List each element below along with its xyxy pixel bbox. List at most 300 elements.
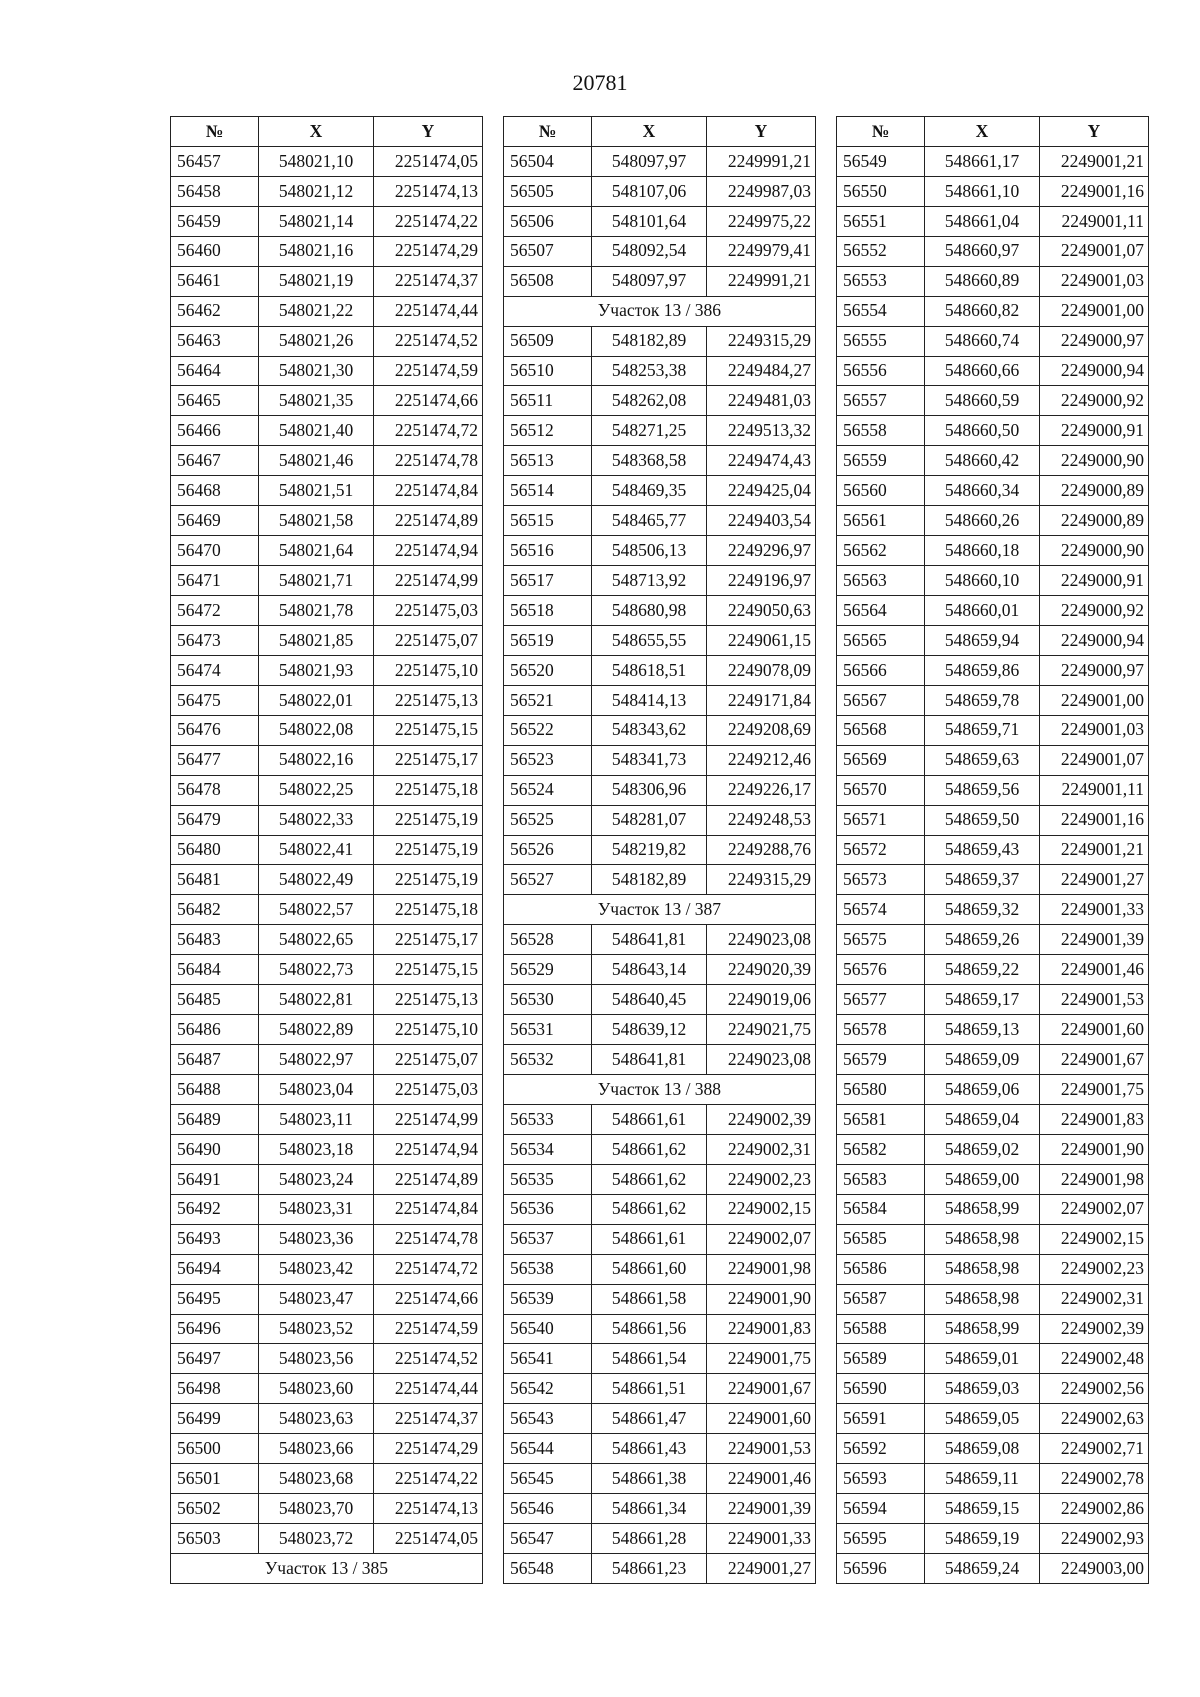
- y-cell: 2251474,72: [374, 1254, 483, 1284]
- x-cell: 548341,73: [592, 745, 707, 775]
- point-number-cell: 56586: [837, 1254, 925, 1284]
- y-cell: 2249296,97: [707, 536, 816, 566]
- x-cell: 548021,64: [259, 536, 374, 566]
- x-cell: 548097,97: [592, 266, 707, 296]
- x-cell: 548182,89: [592, 865, 707, 895]
- x-cell: 548659,50: [925, 805, 1040, 835]
- x-cell: 548219,82: [592, 835, 707, 865]
- point-number-cell: 56468: [171, 476, 259, 506]
- point-number-cell: 56474: [171, 655, 259, 685]
- x-cell: 548640,45: [592, 985, 707, 1015]
- table-row: [171, 805, 483, 835]
- point-number-cell: 56517: [504, 566, 592, 596]
- point-number-cell: 56525: [504, 805, 592, 835]
- x-cell: 548660,50: [925, 416, 1040, 446]
- point-number-cell: 56534: [504, 1134, 592, 1164]
- x-cell: 548643,14: [592, 955, 707, 985]
- y-cell: 2249000,92: [1040, 596, 1149, 626]
- table-row: [504, 1045, 816, 1075]
- table-row: [171, 1194, 483, 1224]
- x-cell: 548660,89: [925, 266, 1040, 296]
- table-row: [171, 685, 483, 715]
- y-cell: 2249226,17: [707, 775, 816, 805]
- point-number-cell: 56536: [504, 1194, 592, 1224]
- x-cell: 548271,25: [592, 416, 707, 446]
- y-cell: 2251475,07: [374, 1045, 483, 1075]
- point-number-cell: 56483: [171, 925, 259, 955]
- table-row: [837, 1374, 1149, 1404]
- point-number-cell: 56596: [837, 1554, 925, 1584]
- table-row: [504, 685, 816, 715]
- x-cell: 548022,33: [259, 805, 374, 835]
- point-number-cell: 56502: [171, 1494, 259, 1524]
- table-row: [504, 1404, 816, 1434]
- table-row: [837, 1284, 1149, 1314]
- y-cell: 2251474,22: [374, 1464, 483, 1494]
- x-cell: 548021,93: [259, 655, 374, 685]
- x-cell: 548253,38: [592, 356, 707, 386]
- y-cell: 2251474,52: [374, 1344, 483, 1374]
- x-cell: 548660,42: [925, 446, 1040, 476]
- y-cell: 2251474,99: [374, 566, 483, 596]
- y-cell: 2251475,10: [374, 1015, 483, 1045]
- point-number-cell: 56461: [171, 266, 259, 296]
- x-cell: 548659,22: [925, 955, 1040, 985]
- table-row: [504, 1554, 816, 1584]
- point-number-cell: 56593: [837, 1464, 925, 1494]
- point-number-cell: 56568: [837, 715, 925, 745]
- section-label: Участок 13 / 387: [504, 895, 816, 925]
- table-row: [171, 1254, 483, 1284]
- x-cell: 548021,58: [259, 506, 374, 536]
- point-number-cell: 56565: [837, 625, 925, 655]
- y-cell: 2249001,39: [707, 1494, 816, 1524]
- y-cell: 2249001,53: [707, 1434, 816, 1464]
- coordinates-table-3: [836, 116, 1149, 1584]
- y-cell: 2251475,19: [374, 835, 483, 865]
- y-cell: 2251474,78: [374, 446, 483, 476]
- point-number-cell: 56482: [171, 895, 259, 925]
- y-cell: 2251474,89: [374, 506, 483, 536]
- table-row: [837, 566, 1149, 596]
- point-number-cell: 56511: [504, 386, 592, 416]
- table-row: [837, 655, 1149, 685]
- point-number-cell: 56551: [837, 206, 925, 236]
- y-cell: 2249001,07: [1040, 236, 1149, 266]
- y-cell: 2249002,39: [707, 1104, 816, 1134]
- y-cell: 2251474,13: [374, 176, 483, 206]
- point-number-cell: 56557: [837, 386, 925, 416]
- y-cell: 2249001,60: [707, 1404, 816, 1434]
- table-row: [171, 775, 483, 805]
- y-cell: 2251475,13: [374, 685, 483, 715]
- table-row: [171, 1344, 483, 1374]
- x-cell: 548023,11: [259, 1104, 374, 1134]
- x-cell: 548023,63: [259, 1404, 374, 1434]
- point-number-cell: 56494: [171, 1254, 259, 1284]
- y-cell: 2249001,90: [1040, 1134, 1149, 1164]
- table-row: [171, 1314, 483, 1344]
- page-number: 20781: [572, 70, 628, 95]
- point-number-cell: 56514: [504, 476, 592, 506]
- section-row: [171, 1554, 483, 1584]
- point-number-cell: 56515: [504, 506, 592, 536]
- y-cell: 2249171,84: [707, 685, 816, 715]
- table-row: [171, 745, 483, 775]
- x-cell: 548659,71: [925, 715, 1040, 745]
- number-header: №: [171, 117, 259, 147]
- y-cell: 2249001,33: [1040, 895, 1149, 925]
- table-row: [171, 1075, 483, 1105]
- y-cell: 2249001,21: [1040, 146, 1149, 176]
- y-cell: 2249002,31: [1040, 1284, 1149, 1314]
- table-row: [504, 1494, 816, 1524]
- point-number-cell: 56505: [504, 176, 592, 206]
- point-number-cell: 56545: [504, 1464, 592, 1494]
- table-row: [504, 386, 816, 416]
- table-row: [837, 865, 1149, 895]
- table-row: [837, 146, 1149, 176]
- table-row: [171, 1224, 483, 1254]
- x-cell: 548659,05: [925, 1404, 1040, 1434]
- table-row: [504, 805, 816, 835]
- x-cell: 548661,28: [592, 1524, 707, 1554]
- point-number-cell: 56548: [504, 1554, 592, 1584]
- point-number-cell: 56550: [837, 176, 925, 206]
- table-row: [171, 715, 483, 745]
- point-number-cell: 56572: [837, 835, 925, 865]
- table-row: [837, 536, 1149, 566]
- y-cell: 2249000,92: [1040, 386, 1149, 416]
- y-cell: 2249020,39: [707, 955, 816, 985]
- x-cell: 548023,72: [259, 1524, 374, 1554]
- x-cell: 548097,97: [592, 146, 707, 176]
- table-row: [171, 1494, 483, 1524]
- x-cell: 548713,92: [592, 566, 707, 596]
- point-number-cell: 56481: [171, 865, 259, 895]
- point-number-cell: 56528: [504, 925, 592, 955]
- point-number-cell: 56533: [504, 1104, 592, 1134]
- table-row: [504, 1524, 816, 1554]
- x-cell: 548659,03: [925, 1374, 1040, 1404]
- point-number-cell: 56486: [171, 1015, 259, 1045]
- x-cell: 548659,56: [925, 775, 1040, 805]
- section-row: [504, 895, 816, 925]
- point-number-cell: 56512: [504, 416, 592, 446]
- table-row: [171, 446, 483, 476]
- y-cell: 2249002,86: [1040, 1494, 1149, 1524]
- point-number-cell: 56477: [171, 745, 259, 775]
- table-row: [171, 1134, 483, 1164]
- point-number-cell: 56589: [837, 1344, 925, 1374]
- y-cell: 2251474,05: [374, 146, 483, 176]
- x-cell: 548414,13: [592, 685, 707, 715]
- y-cell: 2249001,21: [1040, 835, 1149, 865]
- y-cell: 2249513,32: [707, 416, 816, 446]
- table-row: [837, 596, 1149, 626]
- x-cell: 548659,86: [925, 655, 1040, 685]
- point-number-cell: 56556: [837, 356, 925, 386]
- table-row: [171, 476, 483, 506]
- table-row: [837, 775, 1149, 805]
- y-cell: 2251475,03: [374, 1075, 483, 1105]
- x-cell: 548660,66: [925, 356, 1040, 386]
- y-header: Y: [707, 117, 816, 147]
- x-cell: 548022,81: [259, 985, 374, 1015]
- x-cell: 548659,32: [925, 895, 1040, 925]
- x-cell: 548022,08: [259, 715, 374, 745]
- y-cell: 2249000,90: [1040, 536, 1149, 566]
- x-cell: 548023,24: [259, 1164, 374, 1194]
- x-cell: 548021,71: [259, 566, 374, 596]
- y-cell: 2249002,56: [1040, 1374, 1149, 1404]
- point-number-cell: 56544: [504, 1434, 592, 1464]
- x-cell: 548021,26: [259, 326, 374, 356]
- y-cell: 2249002,78: [1040, 1464, 1149, 1494]
- x-cell: 548658,98: [925, 1284, 1040, 1314]
- point-number-cell: 56585: [837, 1224, 925, 1254]
- y-cell: 2249001,11: [1040, 775, 1149, 805]
- x-cell: 548618,51: [592, 655, 707, 685]
- x-cell: 548023,31: [259, 1194, 374, 1224]
- point-number-cell: 56532: [504, 1045, 592, 1075]
- y-cell: 2251474,66: [374, 386, 483, 416]
- table-row: [171, 1015, 483, 1045]
- table-row: [837, 236, 1149, 266]
- y-cell: 2249050,63: [707, 596, 816, 626]
- point-number-cell: 56595: [837, 1524, 925, 1554]
- table-row: [504, 1254, 816, 1284]
- y-cell: 2249474,43: [707, 446, 816, 476]
- table-row: [837, 356, 1149, 386]
- point-number-cell: 56542: [504, 1374, 592, 1404]
- x-cell: 548661,51: [592, 1374, 707, 1404]
- x-cell: 548659,37: [925, 865, 1040, 895]
- point-number-cell: 56518: [504, 596, 592, 626]
- x-cell: 548022,89: [259, 1015, 374, 1045]
- y-cell: 2249001,75: [1040, 1075, 1149, 1105]
- point-number-cell: 56520: [504, 655, 592, 685]
- table-row: [504, 1344, 816, 1374]
- header-row: [504, 117, 816, 147]
- table-row: [171, 266, 483, 296]
- point-number-cell: 56540: [504, 1314, 592, 1344]
- table-row: [171, 206, 483, 236]
- x-cell: 548021,85: [259, 625, 374, 655]
- y-cell: 2251475,18: [374, 895, 483, 925]
- table-row: [837, 1494, 1149, 1524]
- x-cell: 548661,38: [592, 1464, 707, 1494]
- x-cell: 548659,02: [925, 1134, 1040, 1164]
- x-cell: 548659,19: [925, 1524, 1040, 1554]
- table-row: [504, 146, 816, 176]
- x-cell: 548659,17: [925, 985, 1040, 1015]
- point-number-cell: 56530: [504, 985, 592, 1015]
- x-cell: 548659,78: [925, 685, 1040, 715]
- table-row: [837, 1254, 1149, 1284]
- x-cell: 548021,16: [259, 236, 374, 266]
- x-cell: 548023,52: [259, 1314, 374, 1344]
- x-cell: 548021,78: [259, 596, 374, 626]
- point-number-cell: 56498: [171, 1374, 259, 1404]
- y-cell: 2249208,69: [707, 715, 816, 745]
- point-number-cell: 56543: [504, 1404, 592, 1434]
- y-cell: 2249212,46: [707, 745, 816, 775]
- x-cell: 548022,57: [259, 895, 374, 925]
- point-number-cell: 56549: [837, 146, 925, 176]
- point-number-cell: 56592: [837, 1434, 925, 1464]
- x-cell: 548023,04: [259, 1075, 374, 1105]
- table-row: [171, 236, 483, 266]
- point-number-cell: 56581: [837, 1104, 925, 1134]
- x-cell: 548182,89: [592, 326, 707, 356]
- x-cell: 548021,40: [259, 416, 374, 446]
- y-cell: 2251474,66: [374, 1284, 483, 1314]
- table-row: [504, 236, 816, 266]
- table-row: [837, 835, 1149, 865]
- x-cell: 548659,00: [925, 1164, 1040, 1194]
- point-number-cell: 56591: [837, 1404, 925, 1434]
- y-cell: 2251474,44: [374, 1374, 483, 1404]
- point-number-cell: 56504: [504, 146, 592, 176]
- point-number-cell: 56495: [171, 1284, 259, 1314]
- point-number-cell: 56485: [171, 985, 259, 1015]
- table-row: [171, 176, 483, 206]
- x-cell: 548659,13: [925, 1015, 1040, 1045]
- table-row: [504, 416, 816, 446]
- section-label: Участок 13 / 386: [504, 296, 816, 326]
- point-number-cell: 56469: [171, 506, 259, 536]
- table-row: [504, 985, 816, 1015]
- table-row: [504, 1164, 816, 1194]
- point-number-cell: 56478: [171, 775, 259, 805]
- point-number-cell: 56480: [171, 835, 259, 865]
- table-row: [504, 925, 816, 955]
- x-cell: 548659,11: [925, 1464, 1040, 1494]
- y-cell: 2249001,98: [707, 1254, 816, 1284]
- y-cell: 2249023,08: [707, 1045, 816, 1075]
- x-cell: 548021,30: [259, 356, 374, 386]
- y-cell: 2249315,29: [707, 865, 816, 895]
- table-row: [837, 895, 1149, 925]
- x-cell: 548659,09: [925, 1045, 1040, 1075]
- y-cell: 2251475,17: [374, 925, 483, 955]
- y-header: Y: [374, 117, 483, 147]
- table-row: [504, 536, 816, 566]
- y-cell: 2249001,67: [1040, 1045, 1149, 1075]
- y-cell: 2249484,27: [707, 356, 816, 386]
- y-cell: 2249000,91: [1040, 566, 1149, 596]
- y-cell: 2249002,07: [1040, 1194, 1149, 1224]
- y-cell: 2251474,13: [374, 1494, 483, 1524]
- point-number-cell: 56466: [171, 416, 259, 446]
- table-row: [837, 1104, 1149, 1134]
- y-cell: 2251474,22: [374, 206, 483, 236]
- x-header: X: [592, 117, 707, 147]
- y-cell: 2249001,83: [1040, 1104, 1149, 1134]
- point-number-cell: 56580: [837, 1075, 925, 1105]
- point-number-cell: 56508: [504, 266, 592, 296]
- y-cell: 2249002,23: [707, 1164, 816, 1194]
- point-number-cell: 56555: [837, 326, 925, 356]
- point-number-cell: 56531: [504, 1015, 592, 1045]
- x-cell: 548281,07: [592, 805, 707, 835]
- x-cell: 548660,10: [925, 566, 1040, 596]
- table-row: [837, 1434, 1149, 1464]
- point-number-cell: 56460: [171, 236, 259, 266]
- table-row: [171, 1464, 483, 1494]
- y-cell: 2249023,08: [707, 925, 816, 955]
- table-row: [504, 865, 816, 895]
- x-header: X: [925, 117, 1040, 147]
- y-cell: 2251474,94: [374, 1134, 483, 1164]
- table-row: [504, 715, 816, 745]
- table-row: [504, 1314, 816, 1344]
- point-number-cell: 56535: [504, 1164, 592, 1194]
- y-cell: 2249002,39: [1040, 1314, 1149, 1344]
- x-cell: 548659,08: [925, 1434, 1040, 1464]
- coordinates-table-1: [170, 116, 483, 1584]
- x-cell: 548659,24: [925, 1554, 1040, 1584]
- x-cell: 548022,01: [259, 685, 374, 715]
- x-cell: 548659,63: [925, 745, 1040, 775]
- x-cell: 548661,34: [592, 1494, 707, 1524]
- table-row: [504, 356, 816, 386]
- table-row: [504, 1284, 816, 1314]
- point-number-cell: 56491: [171, 1164, 259, 1194]
- point-number-cell: 56492: [171, 1194, 259, 1224]
- point-number-cell: 56496: [171, 1314, 259, 1344]
- table-row: [837, 745, 1149, 775]
- table-row: [837, 1075, 1149, 1105]
- y-cell: 2249001,03: [1040, 715, 1149, 745]
- table-row: [837, 1194, 1149, 1224]
- table-row: [171, 356, 483, 386]
- table-row: [504, 476, 816, 506]
- table-row: [837, 1224, 1149, 1254]
- y-cell: 2251475,15: [374, 955, 483, 985]
- y-cell: 2249315,29: [707, 326, 816, 356]
- y-cell: 2249001,07: [1040, 745, 1149, 775]
- y-cell: 2251475,19: [374, 865, 483, 895]
- y-cell: 2249975,22: [707, 206, 816, 236]
- point-number-cell: 56583: [837, 1164, 925, 1194]
- point-number-cell: 56470: [171, 536, 259, 566]
- y-cell: 2249000,91: [1040, 416, 1149, 446]
- x-cell: 548023,56: [259, 1344, 374, 1374]
- y-cell: 2249001,39: [1040, 925, 1149, 955]
- y-cell: 2249001,33: [707, 1524, 816, 1554]
- y-cell: 2249001,83: [707, 1314, 816, 1344]
- point-number-cell: 56552: [837, 236, 925, 266]
- point-number-cell: 56575: [837, 925, 925, 955]
- point-number-cell: 56489: [171, 1104, 259, 1134]
- point-number-cell: 56554: [837, 296, 925, 326]
- table-row: [171, 1164, 483, 1194]
- point-number-cell: 56513: [504, 446, 592, 476]
- y-cell: 2249979,41: [707, 236, 816, 266]
- table-row: [504, 176, 816, 206]
- x-cell: 548661,43: [592, 1434, 707, 1464]
- x-cell: 548023,70: [259, 1494, 374, 1524]
- point-number-cell: 56537: [504, 1224, 592, 1254]
- y-cell: 2251474,05: [374, 1524, 483, 1554]
- x-cell: 548661,62: [592, 1134, 707, 1164]
- table-row: [171, 1104, 483, 1134]
- y-cell: 2251474,78: [374, 1224, 483, 1254]
- table-row: [837, 1404, 1149, 1434]
- table-row: [504, 1374, 816, 1404]
